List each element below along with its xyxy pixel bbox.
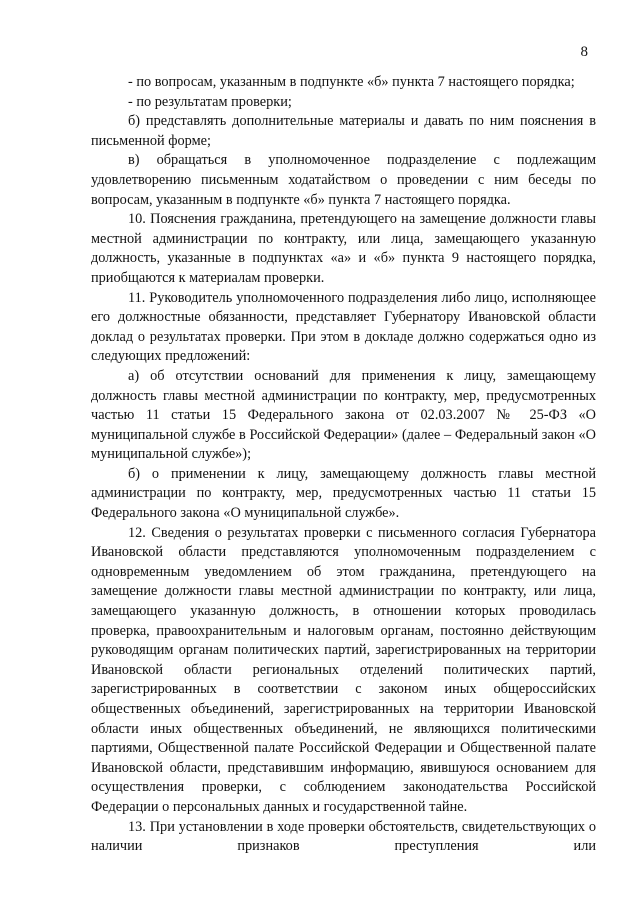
paragraph: в) обращаться в уполномоченное подразделение с подлежащим удовлетворению письменным ходатайством о проведении с ним беседы по вопросам, указанным в подпункте «б» пункта 7 настоящего порядка.	[91, 152, 596, 208]
paragraph: б) представлять дополнительные материалы и давать по ним пояснения в письменной форме;	[91, 113, 596, 149]
paragraph: - по вопросам, указанным в подпункте «б» пункта 7 настоящего порядка;	[128, 74, 575, 90]
page-number: 8	[580, 44, 588, 60]
paragraph: - по результатам проверки;	[128, 93, 292, 110]
paragraph: б) о применении к лицу, замещающему должность главы местной администрации по контракту, мер, предусмотренных частью 11 статьи 15 Федерального закона «О муниципальной службе».	[91, 465, 596, 522]
paragraph: 13. При установлении в ходе проверки обстоятельств, свидетельствующих о наличии признаков преступления или	[91, 818, 596, 855]
paragraph: а) об отсутствии оснований для применения к лицу, замещающему должность главы местной администрации по контракту, мер, предусмотренных частью 11 статьи 15 Федерального закона от 02.03.2007 № 25-ФЗ «О муниципальной службе в Российской Федерации» (далее – Федеральный закон «О муниципальной службе»);	[91, 367, 596, 463]
paragraph: 10. Пояснения гражданина, претендующего на замещение должности главы местной администрации по контракту, или лица, замещающего указанную должность, указанные в подпунктах «а» и «б» пункта 9 настоящего порядка, приобщаются к материалам проверки.	[91, 211, 596, 286]
paragraph: 11. Руководитель уполномоченного подразделения либо лицо, исполняющее его должностные обязанности, представляет Губернатору Ивановской области доклад о результатах проверки. При этом в докладе должно содержаться одно из следующих предложений:	[91, 289, 596, 365]
paragraph: 12. Сведения о результатах проверки с письменного согласия Губернатора Ивановской области представляются уполномоченным подразделением с одновременным уведомлением об этом гражданина, претендующего на замещение должности главы местной администрации по контракту, или лица, замещающего указанную должность, в отношении которых проводилась проверка, правоохранительным и налоговым органам, постоянно действующим руководящим органам политических партий, зарегистрированных на территории Ивановской области региональных отделений политических партий, зарегистрированных в соответствии с законом иных общероссийских общественных объединений, зарегистрированных на территории Ивановской области иных общественных объединений, не являющихся политическими партиями, Общественной палате Российской Федерации и Общественной палате Ивановской области, представившим информацию, явившуюся основанием для осуществления проверки, с соблюдением законодательства Российской Федерации о персональных данных и государственной тайне.	[91, 524, 596, 815]
document-body	[91, 73, 596, 857]
